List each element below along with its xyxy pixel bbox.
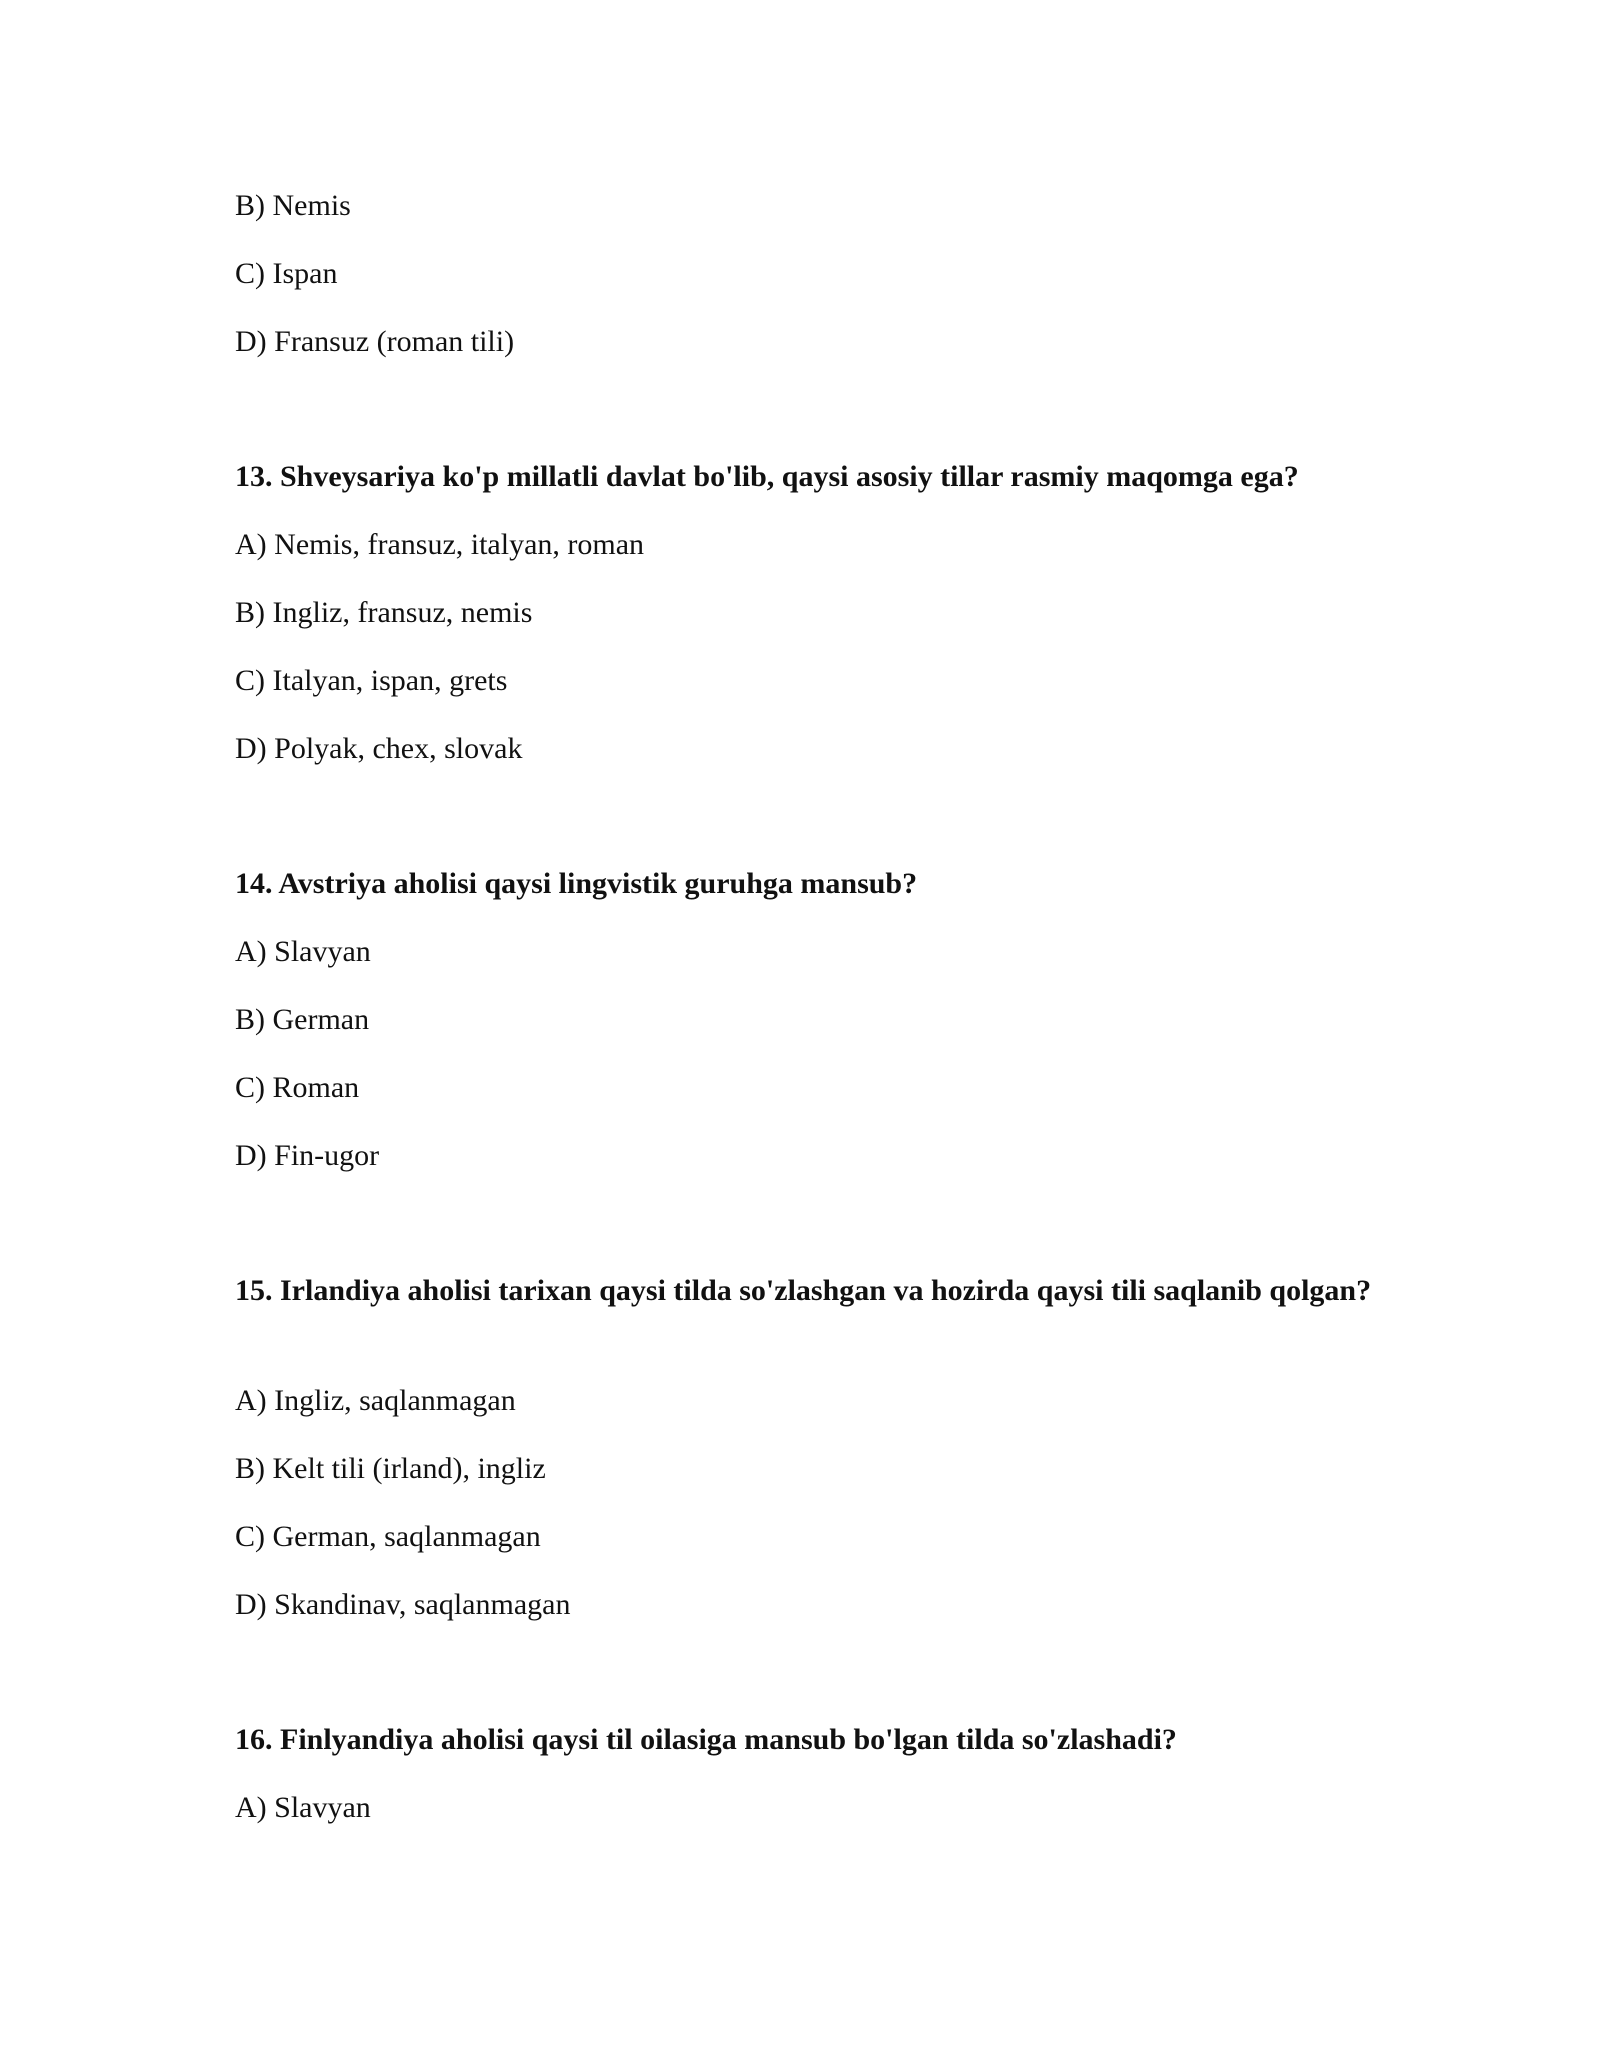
question-14: 14. Avstriya aholisi qaysi lingvistik guruhga mansub? (235, 867, 918, 900)
question-15: 15. Irlandiya aholisi tarixan qaysi tilda so'zlashgan va hozirda qaysi tili saqlanib qolgan? (235, 1274, 1372, 1307)
answer-option-16a: A) Slavyan (235, 1791, 371, 1824)
answer-option-12c: C) Ispan (235, 257, 338, 290)
question-13: 13. Shveysariya ko'p millatli davlat bo'lib, qaysi asosiy tillar rasmiy maqomga ega? (235, 460, 1299, 493)
answer-option-12b: B) Nemis (235, 189, 351, 222)
answer-option-13c: C) Italyan, ispan, grets (235, 664, 508, 697)
answer-option-15d: D) Skandinav, saqlanmagan (235, 1588, 571, 1621)
answer-option-15b: B) Kelt tili (irland), ingliz (235, 1452, 546, 1485)
answer-option-14c: C) Roman (235, 1071, 360, 1104)
question-16: 16. Finlyandiya aholisi qaysi til oilasiga mansub bo'lgan tilda so'zlashadi? (235, 1723, 1177, 1756)
answer-option-14a: A) Slavyan (235, 935, 371, 968)
answer-option-13b: B) Ingliz, fransuz, nemis (235, 596, 533, 629)
answer-option-14b: B) German (235, 1003, 370, 1036)
answer-option-15a: A) Ingliz, saqlanmagan (235, 1384, 516, 1417)
answer-option-15c: C) German, saqlanmagan (235, 1520, 541, 1553)
answer-option-13d: D) Polyak, chex, slovak (235, 732, 523, 765)
answer-option-12d: D) Fransuz (roman tili) (235, 325, 515, 358)
answer-option-13a: A) Nemis, fransuz, italyan, roman (235, 528, 645, 561)
answer-option-14d: D) Fin-ugor (235, 1139, 380, 1172)
